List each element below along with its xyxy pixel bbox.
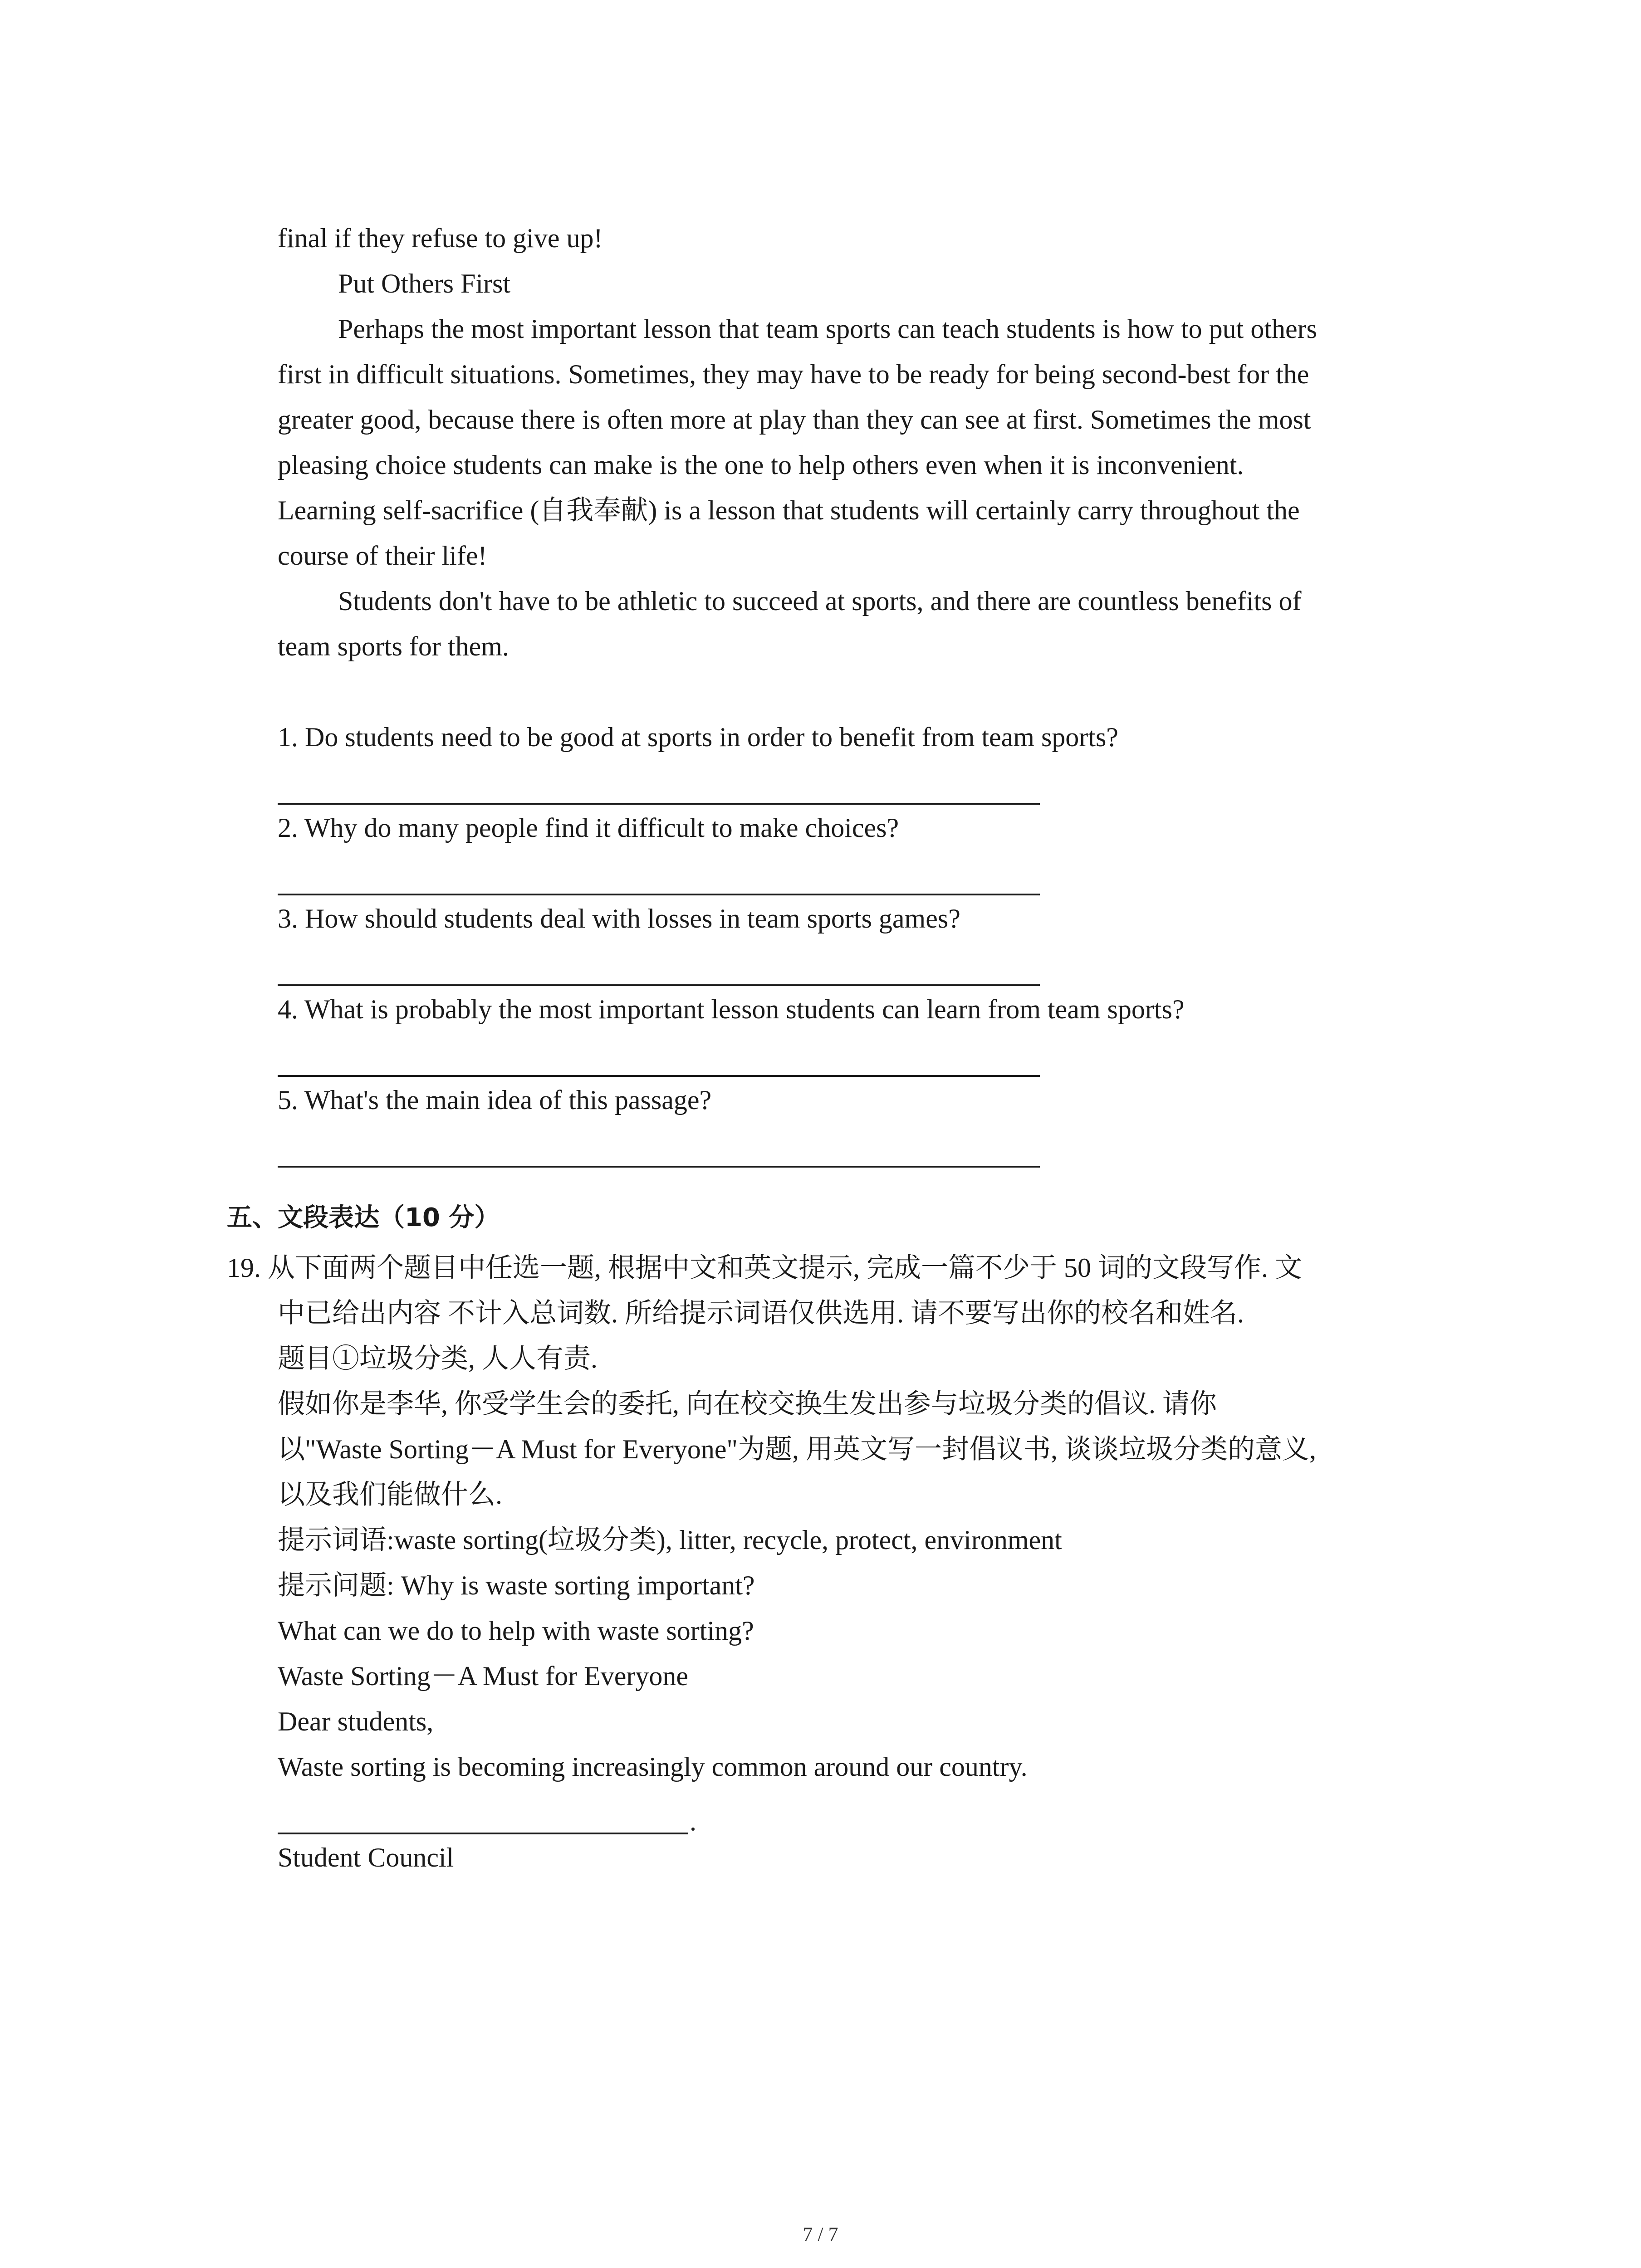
answer-blank-1[interactable] xyxy=(278,803,1040,805)
passage-line: Perhaps the most important lesson that team sports can teach students is how to put others xyxy=(338,314,1317,344)
question-2: 2. Why do many people find it difficult to make choices? xyxy=(278,813,899,843)
letter-greeting: Dear students, xyxy=(278,1706,434,1736)
answer-blank-4[interactable] xyxy=(278,1075,1040,1077)
question-5: 5. What's the main idea of this passage? xyxy=(278,1085,712,1115)
passage-line: final if they refuse to give up! xyxy=(278,223,603,253)
passage-line: Learning self-sacrifice (自我奉献) is a lesson that students will certainly carry throughout the xyxy=(278,495,1300,525)
question-4: 4. What is probably the most important lesson students can learn from team sports? xyxy=(278,994,1185,1024)
answer-blank-5[interactable] xyxy=(278,1166,1040,1168)
letter-title: Waste Sorting－A Must for Everyone xyxy=(278,1661,689,1691)
question-1: 1. Do students need to be good at sports in order to benefit from team sports? xyxy=(278,722,1118,752)
question-3: 3. How should students deal with losses in team sports games? xyxy=(278,904,960,934)
q19-instruction: 以"Waste Sorting－A Must for Everyone"为题, 用英文写一封倡议书, 谈谈垃圾分类的意义, xyxy=(278,1434,1317,1464)
q19-hint-question: 提示问题: Why is waste sorting important? xyxy=(278,1570,755,1600)
q19-hint-words: 提示词语:waste sorting(垃圾分类), litter, recycle, protect, environment xyxy=(278,1525,1062,1555)
q19-instruction: 中已给出内容 不计入总词数. 所给提示词语仅供选用. 请不要写出你的校名和姓名. xyxy=(278,1298,1244,1328)
passage-line: greater good, because there is often more at play than they can see at first. Sometimes the most xyxy=(278,405,1311,435)
passage-line: course of their life! xyxy=(278,541,487,571)
letter-opening: Waste sorting is becoming increasingly common around our country. xyxy=(278,1752,1028,1782)
section-heading: 五、文段表达（10 分） xyxy=(227,1203,500,1232)
passage-line: pleasing choice students can make is the one to help others even when it is inconvenient. xyxy=(278,450,1244,480)
q19-topic: 题目①垃圾分类, 人人有责. xyxy=(278,1344,598,1374)
page-number: 7 / 7 xyxy=(803,2223,838,2245)
letter-writing-blank[interactable] xyxy=(278,1833,688,1834)
passage-line: Students don't have to be athletic to succeed at sports, and there are countless benefits of xyxy=(338,586,1302,616)
answer-blank-3[interactable] xyxy=(278,984,1040,986)
q19-instruction: 以及我们能做什么. xyxy=(278,1480,502,1510)
q19-hint-question: What can we do to help with waste sorting? xyxy=(278,1616,754,1646)
passage-subheading: Put Others First xyxy=(338,269,511,298)
passage-line: first in difficult situations. Sometimes, they may have to be ready for being second-best for the xyxy=(278,359,1309,389)
answer-blank-2[interactable] xyxy=(278,894,1040,895)
letter-signature: Student Council xyxy=(278,1843,454,1872)
q19-instruction: 19. 从下面两个题目中任选一题, 根据中文和英文提示, 完成一篇不少于 50 词的文段写作. 文 xyxy=(227,1253,1302,1283)
passage-line: team sports for them. xyxy=(278,631,509,661)
letter-period: . xyxy=(690,1806,696,1836)
q19-instruction: 假如你是李华, 你受学生会的委托, 向在校交换生发出参与垃圾分类的倡议. 请你 xyxy=(278,1389,1217,1419)
